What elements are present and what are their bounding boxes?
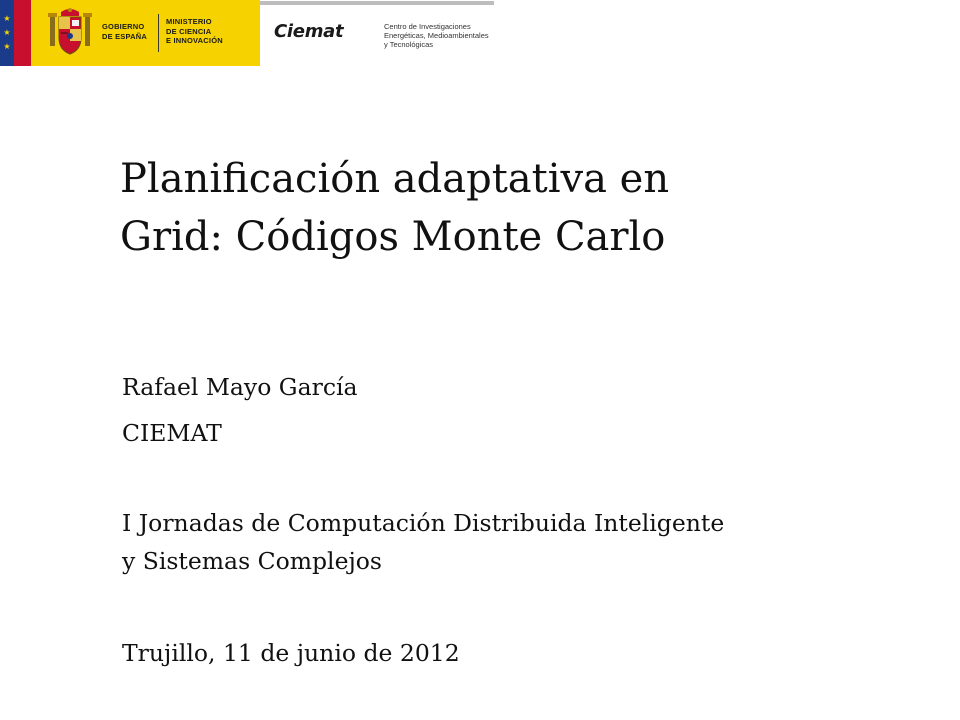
divider <box>158 14 159 52</box>
eu-star-icon: ★ <box>3 42 11 51</box>
slide-title-line: Planificación adaptativa en <box>120 156 670 202</box>
place-and-date: Trujillo, 11 de junio de 2012 <box>122 639 460 667</box>
slide-title-line: Grid: Códigos Monte Carlo <box>120 214 666 260</box>
government-label-line: DE ESPAÑA <box>102 31 148 41</box>
ciemat-logo: Ciemat <box>274 21 344 42</box>
ciemat-name-line: y Tecnológicas <box>384 40 434 49</box>
ciemat-name-line: Centro de Investigaciones <box>384 22 471 31</box>
ministry-label <box>166 17 223 46</box>
eu-star-icon: ★ <box>3 28 11 37</box>
ministry-label-line: MINISTERIO <box>166 17 212 26</box>
ciemat-name-line: Energéticas, Medioambientales <box>384 31 489 40</box>
affiliation: CIEMAT <box>122 419 222 447</box>
government-label <box>102 22 147 41</box>
slide-title <box>120 150 900 266</box>
ministry-label-line: E INNOVACIÓN <box>166 36 223 45</box>
ciemat-full-name <box>384 22 489 49</box>
spain-flag-strip <box>14 0 31 66</box>
event-name-line-1: I Jornadas de Computación Distribuida Inteligente <box>122 509 725 537</box>
government-label-line: GOBIERNO <box>102 22 145 31</box>
institutional-header <box>0 0 494 66</box>
ministry-label-line: DE CIENCIA <box>166 26 212 36</box>
author-name: Rafael Mayo García <box>122 373 358 401</box>
eu-flag-strip <box>0 0 14 66</box>
eu-star-icon: ★ <box>3 14 11 23</box>
event-name-line-2: y Sistemas Complejos <box>122 547 382 575</box>
coat-of-arms-icon <box>47 6 93 58</box>
header-rule <box>260 1 494 5</box>
